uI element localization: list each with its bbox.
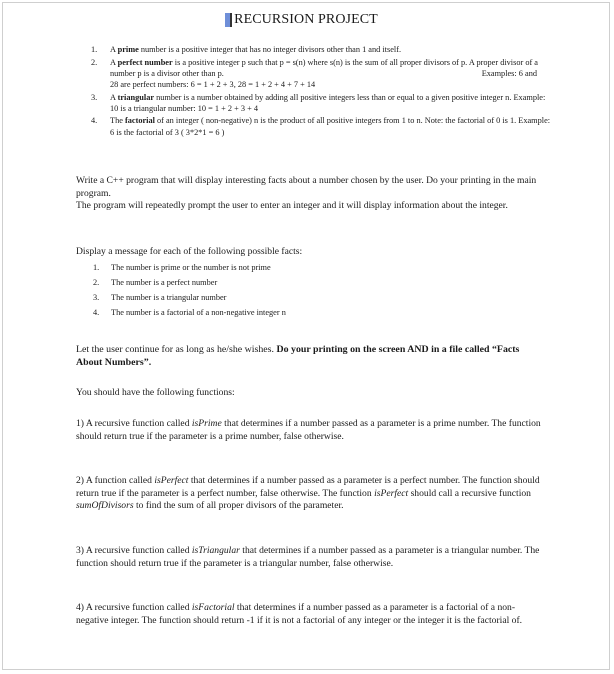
text-run: should call a recursive function bbox=[408, 487, 531, 499]
function-paragraph bbox=[76, 475, 546, 513]
definition-item bbox=[91, 57, 551, 91]
fact-item bbox=[93, 306, 513, 321]
list-number: 3. bbox=[93, 292, 100, 302]
fact-text: The number is prime or the number is not prime bbox=[111, 263, 271, 272]
text-run: The bbox=[110, 116, 125, 126]
facts-list bbox=[93, 261, 513, 321]
text-run: 2) A function called bbox=[76, 475, 155, 486]
function-paragraph bbox=[76, 418, 546, 443]
list-number: 4. bbox=[93, 307, 100, 317]
list-number: 2. bbox=[93, 277, 100, 287]
display-heading: Display a message for each of the following possible facts: bbox=[76, 246, 303, 257]
fact-item bbox=[93, 291, 513, 306]
text-run: that determines if a number passed as a parameter is a factorial of a non-negative integer. The function should return -1 if it is not a factorial of any integer or the integer it is the factorial of. bbox=[76, 602, 523, 626]
function-name: isPerfect bbox=[154, 475, 189, 486]
list-number: 2. bbox=[91, 57, 98, 67]
text-run: of an integer ( non-negative) n is the product of all positive integers from 1 to n. Note: the factorial of 0 is 1. Example: 6 is the factorial of 3 ( 3*2*1 = 6 ) bbox=[110, 116, 551, 137]
continue-bold: Do your printing on the screen AND in a file called “Facts About Numbers”. bbox=[76, 344, 520, 368]
text-run: is a positive integer p such that p = s(n) where s(n) is the sum of all proper divisors of p. A proper divisor of a number p is a divisor other than p. bbox=[110, 57, 538, 78]
text-run: A bbox=[110, 45, 118, 54]
definitions-list bbox=[91, 44, 551, 139]
text-run: that determines if a number passed as a parameter is a prime number. The function should return true if the parameter is a prime number, false otherwise. bbox=[76, 418, 541, 442]
list-number: 1. bbox=[93, 263, 100, 272]
page-title-text: RECURSION PROJECT bbox=[234, 12, 378, 27]
text-run: number is a number obtained by adding all positive integers less than or equal to a given positive integer n. Example: 10 is a triangular number: 10 = 1 + 2 + 3 + 4 bbox=[110, 92, 546, 113]
text-cursor-icon bbox=[225, 13, 230, 27]
definition-item bbox=[91, 92, 551, 114]
intro-line-1: Write a C++ program that will display interesting facts about a number chosen by the user. Do your printing in the main program. bbox=[76, 175, 537, 199]
functions-heading: You should have the following functions: bbox=[76, 387, 235, 398]
text-run: 3) A recursive function called bbox=[76, 545, 192, 556]
examples-label: Examples: 6 and bbox=[481, 68, 537, 78]
fact-text: The number is a factorial of a non-negative integer n bbox=[111, 307, 286, 317]
definition-item bbox=[91, 115, 551, 137]
text-run: that determines if a number passed as a parameter is a perfect number. The function should return true if the parameter is a perfect number, false otherwise. The function bbox=[76, 475, 540, 499]
term-factorial: factorial bbox=[124, 116, 155, 126]
text-run: A bbox=[110, 92, 118, 102]
fact-text: The number is a perfect number bbox=[111, 277, 218, 287]
list-number: 4. bbox=[91, 116, 98, 126]
function-name: isPerfect bbox=[374, 487, 409, 499]
function-name: isFactorial bbox=[191, 602, 235, 613]
title-wrap bbox=[3, 10, 609, 28]
list-number: 1. bbox=[91, 45, 98, 54]
text-run: that determines if a number passed as a parameter is a triangular number. The function should return true if the parameter is a triangular number, false otherwise. bbox=[76, 545, 540, 569]
page-title bbox=[234, 12, 378, 28]
function-paragraph bbox=[76, 602, 546, 627]
function-name: isPrime bbox=[191, 418, 222, 429]
document-page bbox=[2, 2, 610, 670]
function-name: sumOfDivisors bbox=[76, 500, 134, 512]
term-perfect: perfect number bbox=[117, 57, 173, 67]
fact-item bbox=[93, 261, 513, 276]
perfect-examples: 28 are perfect numbers: 6 = 1 + 2 + 3, 28 = 1 + 2 + 4 + 7 + 14 bbox=[110, 80, 316, 89]
text-run: A bbox=[110, 57, 118, 67]
text-run: 1) A recursive function called bbox=[76, 418, 192, 429]
term-triangular: triangular bbox=[117, 92, 155, 102]
text-run: number is a positive integer that has no integer divisors other than 1 and itself. bbox=[138, 45, 402, 54]
function-paragraph bbox=[76, 545, 546, 570]
function-name: isTriangular bbox=[191, 545, 240, 556]
text-run: to find the sum of all proper divisors of the parameter. bbox=[133, 500, 344, 512]
fact-text: The number is a triangular number bbox=[111, 292, 227, 302]
text-run: 4) A recursive function called bbox=[76, 602, 192, 613]
continue-paragraph bbox=[76, 344, 546, 369]
intro-line-2: The program will repeatedly prompt the user to enter an integer and it will display information about the integer. bbox=[76, 200, 508, 212]
list-number: 3. bbox=[91, 92, 98, 102]
term-prime: prime bbox=[117, 45, 139, 54]
intro-paragraph bbox=[76, 175, 546, 213]
definition-item bbox=[91, 44, 551, 55]
fact-item bbox=[93, 276, 513, 291]
continue-text: Let the user continue for as long as he/she wishes. bbox=[76, 344, 277, 355]
